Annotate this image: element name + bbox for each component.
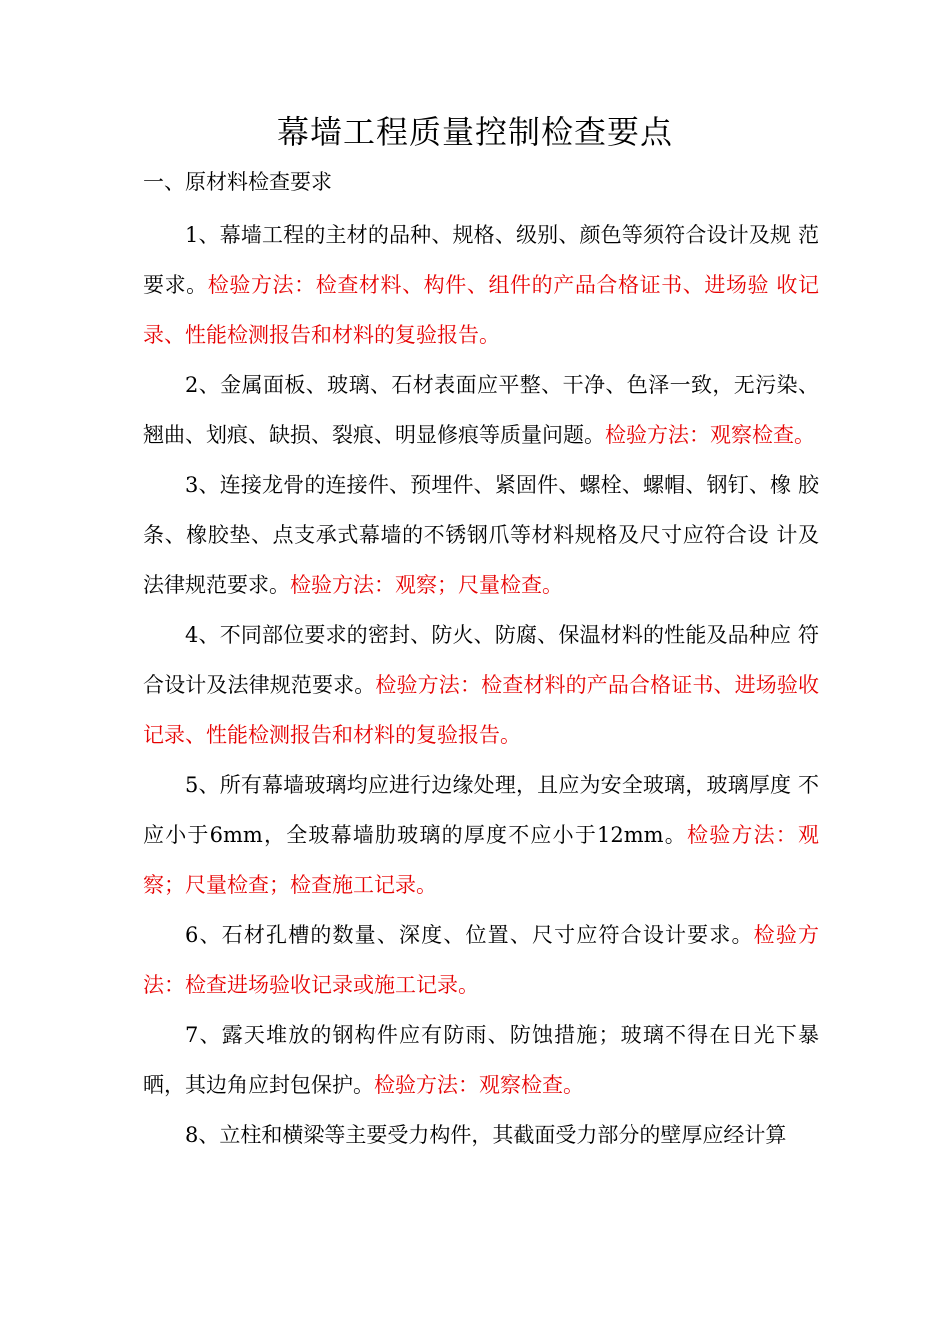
item-2-text: 2、金属面板、玻璃、石材表面应平整、干净、色泽一致，无污染、翘曲、划痕、缺损、裂痕、明显修痕等质量问题。 <box>143 373 819 447</box>
item-8-text: 8、立柱和横梁等主要受力构件，其截面受力部分的壁厚应经计算 <box>185 1123 787 1147</box>
item-2-method: 检验方法：观察检查。 <box>605 423 815 447</box>
item-8 <box>143 1110 819 1160</box>
item-1-method: 检验方法：检查材料、构件、组件的产品合格证书、进场验 收记录、性能检测报告和材料的复验报告。 <box>143 273 819 347</box>
item-2 <box>143 360 819 460</box>
item-5-method: 检验方法：观 察；尺量检查；检查施工记录。 <box>143 823 820 897</box>
item-3 <box>143 460 819 610</box>
item-6-text: 6、石材孔槽的数量、深度、位置、尺寸应符合设计要求。 <box>185 923 754 947</box>
item-1 <box>143 210 819 360</box>
item-6 <box>143 910 819 1010</box>
item-3-method: 检验方法：观察；尺量检查。 <box>290 573 563 597</box>
item-7-text: 7、露天堆放的钢构件应有防雨、防蚀措施；玻璃不得在日光下暴晒，其边角应封包保护。 <box>143 1023 819 1097</box>
item-4-text: 4、不同部位要求的密封、防火、防腐、保温材料的性能及品种应 符合设计及法律规范要求。 <box>143 623 819 697</box>
item-7-method: 检验方法：观察检查。 <box>374 1073 584 1097</box>
item-4 <box>143 610 819 760</box>
item-5-text: 5、所有幕墙玻璃均应进行边缘处理，且应为安全玻璃，玻璃厚度 不应小于6mm，全玻幕墙肋玻璃的厚度不应小于12mm。 <box>143 773 819 847</box>
item-7 <box>143 1010 819 1110</box>
item-1-text: 1、幕墙工程的主材的品种、规格、级别、颜色等须符合设计及规 范要求。 <box>143 223 819 297</box>
document-title: 幕墙工程质量控制检查要点 <box>276 113 673 151</box>
item-6-method: 检验方法：检查进场验收记录或施工记录。 <box>143 923 820 997</box>
item-5 <box>143 760 819 910</box>
inspection-items <box>143 210 819 1160</box>
item-3-text: 3、连接龙骨的连接件、预埋件、紧固件、螺栓、螺帽、钢钉、橡 胶条、橡胶垫、点支承式幕墙的不锈钢爪等材料规格及尺寸应符合设 计及法律规范要求。 <box>143 473 819 597</box>
section-heading: 一、原材料检查要求 <box>143 170 332 194</box>
item-4-method: 检验方法：检查材料的产品合格证书、进场验收记录、性能检测报告和材料的复验报告。 <box>143 673 820 747</box>
